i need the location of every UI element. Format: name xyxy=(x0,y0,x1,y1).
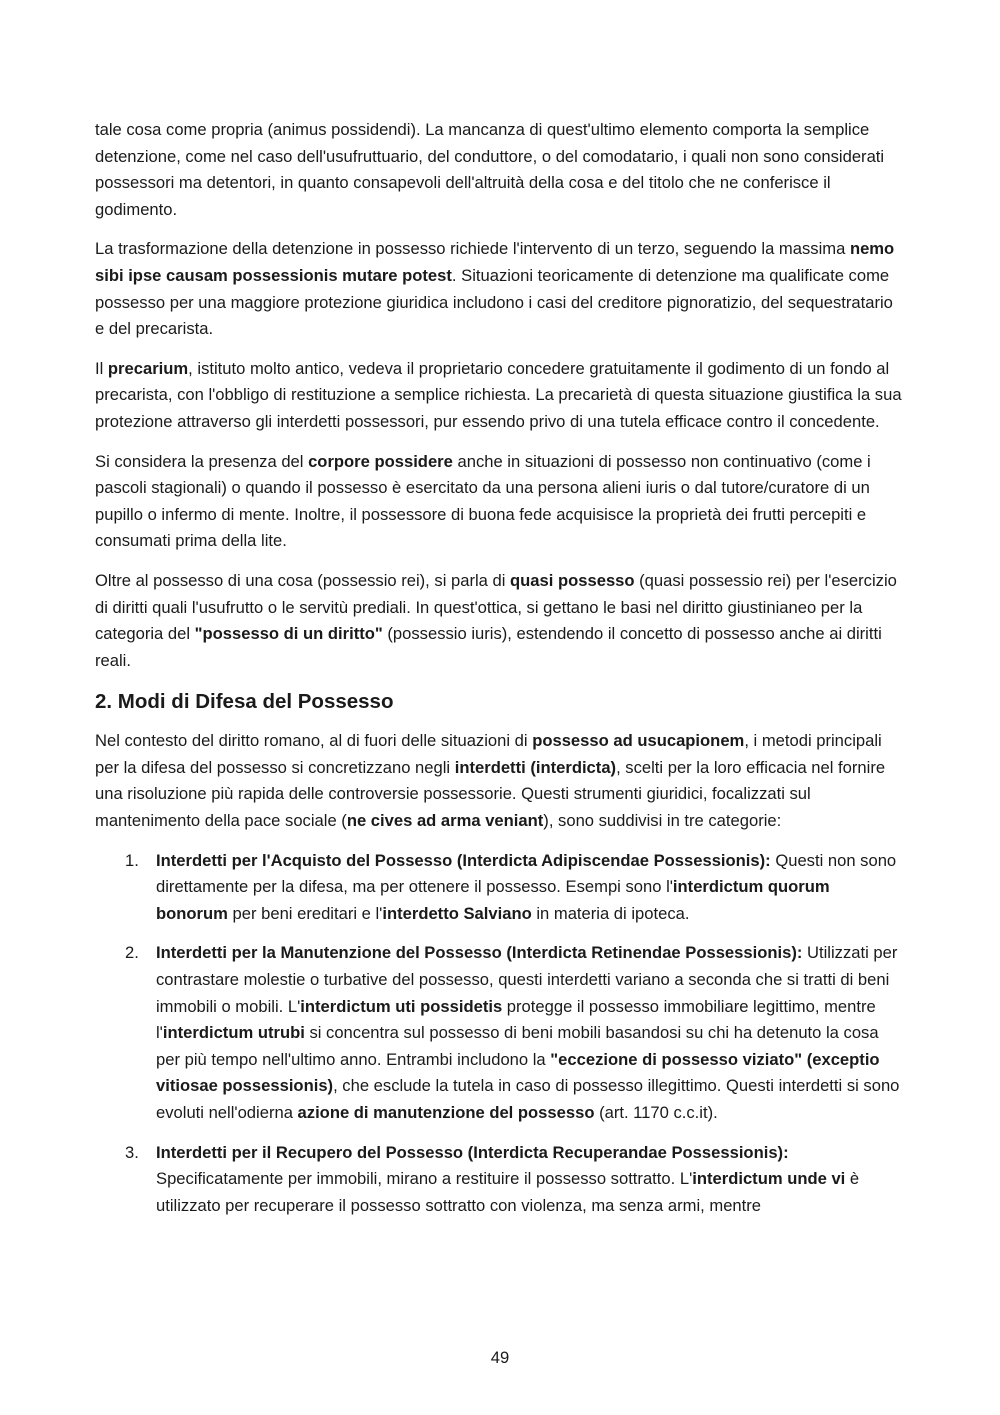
paragraph xyxy=(95,449,905,555)
bold-text: interdictum utrubi xyxy=(162,1023,305,1043)
bold-text: azione di manutenzione del possesso xyxy=(297,1103,595,1122)
list-item xyxy=(95,848,905,928)
text-run: tale cosa come propria (animus possidendi). La mancanza di quest'ultimo elemento comporta la semplice detenzione, come nel caso dell'usufruttuario, del conduttore, o del comodatario, i quali non sono considerati possessori ma detentori, in quanto consapevoli dell'altruità della cosa e del titolo che ne conferisce il godimento. xyxy=(95,120,885,219)
list-item-text xyxy=(156,1143,859,1215)
text-run: , che esclude la tutela in caso di possesso illegittimo. Questi interdetti si sono evoluti nell'odierna xyxy=(156,1076,900,1122)
list-number: 1. xyxy=(125,850,139,870)
text-run: ), sono suddivisi in tre categorie: xyxy=(543,811,782,831)
text-run: (quasi possessio rei) per l'esercizio di diritti quali l'usufrutto o le servitù prediali. In quest'ottica, si gettano le basi nel diritto giustinianeo per la categoria del xyxy=(95,570,897,644)
text-run: (art. 1170 c.c.it). xyxy=(594,1103,718,1122)
text-run: La trasformazione della detenzione in possesso richiede l'intervento di un terzo, seguendo la massima xyxy=(95,239,850,259)
paragraph xyxy=(95,236,905,342)
bold-text: corpore possidere xyxy=(308,451,453,471)
text-run: Specificatamente per immobili, mirano a restituire il possesso sottratto. L' xyxy=(156,1169,693,1189)
section-heading: 2. Modi di Difesa del Possesso xyxy=(95,690,394,714)
text-run: Il xyxy=(95,358,108,378)
text-run: . Situazioni teoricamente di detenzione ma qualificate come possesso per una maggiore protezione giuridica includono i casi del creditore pignoratizio, del sequestratario e del precarista. xyxy=(95,265,893,339)
text-run: Questi non sono direttamente per la difesa, ma per ottenere il possesso. Esempi sono l' xyxy=(156,850,897,897)
text-run: Oltre al possesso di una cosa (possessio rei), si parla di xyxy=(95,570,511,590)
bold-text: ne cives ad arma veniant xyxy=(346,811,544,831)
bold-text: quasi possesso xyxy=(510,570,635,590)
bold-text: nemo sibi ipse causam possessionis mutare potest xyxy=(95,239,895,285)
bold-text: possesso ad usucapionem xyxy=(532,731,745,751)
text-run: si concentra sul possesso di beni mobili basandosi su chi ha detenuto la cosa per più tempo nell'ultimo anno. Entrambi includono la xyxy=(156,1023,879,1069)
bold-text: interdictum uti possidetis xyxy=(300,996,503,1016)
page-number: 49 xyxy=(490,1348,510,1367)
text-run: Nel contesto del diritto romano, al di fuori delle situazioni di xyxy=(95,731,533,751)
paragraph xyxy=(95,117,905,223)
list-item-text xyxy=(156,943,899,1122)
list-item xyxy=(95,940,905,1126)
bold-text: precarium xyxy=(107,358,189,378)
text-run: , istituto molto antico, vedeva il proprietario concedere gratuitamente il godimento di un fondo al precarista, con l'obbligo di restituzione a semplice richiesta. La precarietà di questa situazione giustifica la sua protezione attraverso gli interdetti possessori, pur essendo privo di una tutela efficace contro il concedente. xyxy=(95,358,902,431)
text-run: è utilizzato per recuperare il possesso sottratto con violenza, ma senza armi, mentre xyxy=(156,1169,860,1215)
bold-text: interdetti (interdicta) xyxy=(454,757,617,777)
bold-text: Interdetti per la Manutenzione del Possesso (Interdicta Retinendae Possessionis): xyxy=(156,943,803,963)
page-body xyxy=(95,117,905,1232)
text-run: Si considera la presenza del xyxy=(95,451,309,471)
list-number: 3. xyxy=(125,1142,139,1162)
text-run: anche in situazioni di possesso non continuativo (come i pascoli stagionali) o quando il possesso è esercitato da una persona alieni iuris o dal tutore/curatore di un pupillo o infermo di mente. Inoltre, il possessore di buona fede acquisisce la proprietà dei frutti percepiti e consumati prima della lite. xyxy=(95,451,871,551)
text-run: (possessio iuris), estendendo il concetto di possesso anche ai diritti reali. xyxy=(95,624,882,670)
bold-text: Interdetti per il Recupero del Possesso (Interdicta Recuperandae Possessionis): xyxy=(156,1142,789,1162)
bold-text: "eccezione di possesso viziato" (exceptio vitiosae possessionis) xyxy=(156,1049,880,1096)
list-item-text xyxy=(156,851,896,923)
bold-text: interdictum unde vi xyxy=(692,1169,846,1189)
text-run: Utilizzati per contrastare molestie o turbative del possesso, questi interdetti variano a seconda che si tratti di beni immobili o mobili. L' xyxy=(156,943,898,1016)
text-run: , i metodi principali per la difesa del possesso si concretizzano negli xyxy=(95,731,882,777)
bold-text: "possesso di un diritto" xyxy=(194,624,383,644)
text-run: protegge il possesso immobiliare legittimo, mentre l' xyxy=(156,996,876,1043)
paragraph xyxy=(95,356,905,436)
bold-text: Interdetti per l'Acquisto del Possesso (Interdicta Adipiscendae Possessionis): xyxy=(156,850,771,870)
text-run: in materia di ipoteca. xyxy=(531,903,690,923)
bold-text: interdictum quorum bonorum xyxy=(156,877,830,923)
bold-text: interdetto Salviano xyxy=(382,903,532,923)
numbered-list xyxy=(95,848,905,1220)
list-number: 2. xyxy=(125,943,139,963)
text-run: , scelti per la loro efficacia nel fornire una risoluzione più rapida delle controversie possessorie. Questi strumenti giuridici, focalizzati sul mantenimento della pace sociale ( xyxy=(95,757,886,831)
intro-paragraph xyxy=(95,728,905,834)
paragraph xyxy=(95,568,905,674)
list-item xyxy=(95,1140,905,1220)
text-run: per beni ereditari e l' xyxy=(227,903,383,923)
